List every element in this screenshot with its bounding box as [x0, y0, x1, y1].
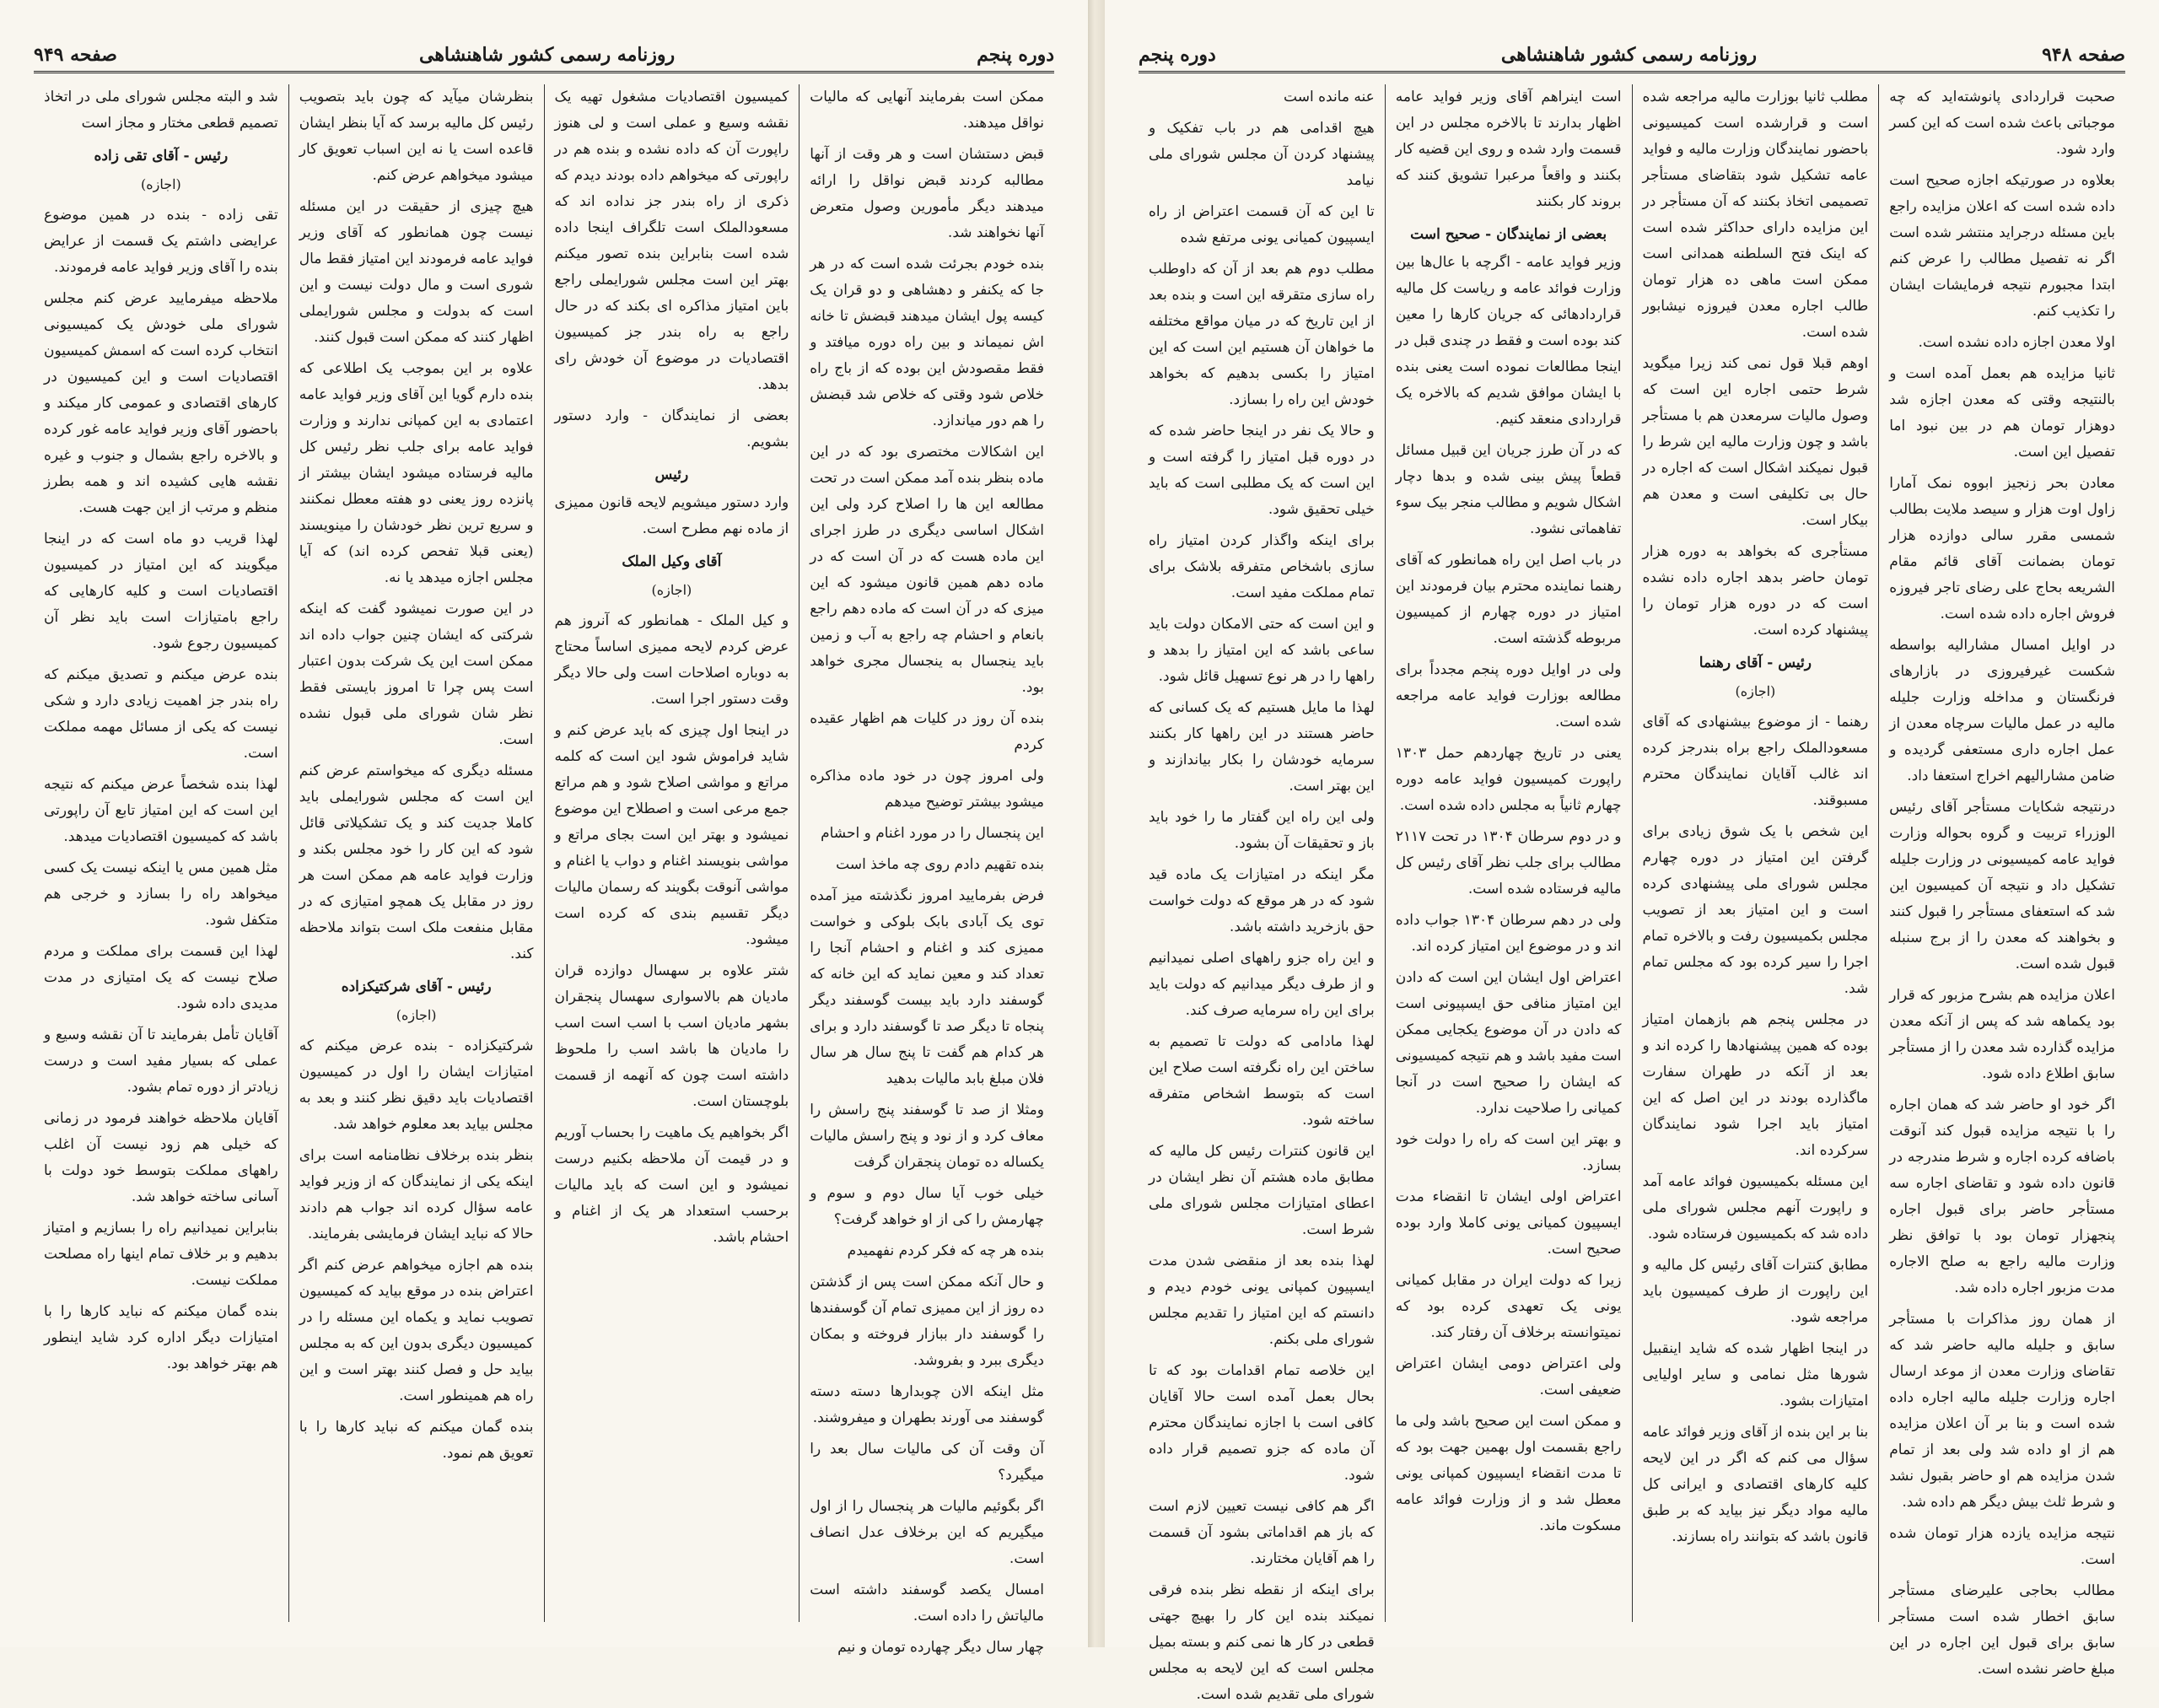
paragraph: و این راه جزو راههای اصلی نمیدانیم و از طرف دیگر میدانیم که دولت باید برای این راه سرمایه صرف کند. [1149, 950, 1375, 1019]
paragraph: هیچ اقدامی هم در باب تفکیک و پیشنهاد کردن آن مجلس شورای ملی نیامد [1149, 120, 1375, 189]
paragraph: چهار سال دیگر چهارده تومان و نیم [837, 1639, 1044, 1656]
paragraph: در این صورت نمیشود گفت که اینکه شرکتی که ایشان چنین جواب داده اند ممکن است این یک شرکت بدون اعتبار است پس چرا تا امروز بایستی فقط نظر شان شورای ملی قبول نشده است. [299, 601, 534, 748]
paragraph: درنتیجه شکایات مستأجر آقای رئیس الوزراء تربیت و گروه بحواله وزارت فواید عامه کمیسیونی در وزارت جلیله تشکیل داد و نتیجه آن کمیسیون این شد که استعفای مستأجر را قبول کنند و بخواهند که معدن را از برج سنبله قبول شده است. [1889, 799, 2115, 973]
paragraph: مثل اینکه الان چوبدارها دسته دسته گوسفند می آورند بطهران و میفروشند. [810, 1383, 1044, 1426]
paragraph: ولی اعتراض دومی ایشان اعتراض ضعیفی است. [1395, 1355, 1622, 1398]
paragraph: بنظرشان میآید که چون باید بتصویب رئیس کل مالیه برسد که آیا بنظر ایشان قاعده است یا نه این اسباب تعویق کار میشود میخواهم عرض کنم. [299, 89, 534, 184]
paragraph: در اوایل امسال مشارالیه بواسطه شکست غیرفیروزی در بازارهای فرنگستان و مداخله وزارت جلیله مالیه در عمل مالیات سرچاه معدن از عمل اجاره داری مستعفی گردیده و ضامن مشارالیهم اخراج استعفا داد. [1889, 637, 2115, 784]
paragraph: و حال آنکه ممکن است پس از گذشتن ده روز از این ممیزی تمام آن گوسفندها را گوسفند دار ببازار فروخته و بمکان دیگری ببرد و بفروشد. [810, 1274, 1044, 1369]
page-number: صفحه ۹۴۸ [2042, 44, 2125, 66]
newspaper-title: روزنامه رسمی کشور شاهنشاهی [1500, 44, 1758, 66]
paragraph: بنا بر این بنده از آقای وزیر فوائد عامه سؤال می کنم که اگر در این لایحه کلیه کارهای اقتصادی و ایرانی کل مالیه مواد دیگر نیز بیاید که بر طبق قانون باشد که بتوانند راه بسازند. [1642, 1424, 1869, 1545]
paragraph: این شخص با یک شوق زیادی برای گرفتن این امتیاز در دوره چهارم مجلس شورای ملی پیشنهادی کرده است و این امتیاز بعد از تصویب مجلس بکمیسیون رفت و بالاخره تمام اجرا را سیر کرده بود که مجلس تمام شد. [1642, 823, 1869, 997]
issue-label: دوره پنجم [1139, 44, 1216, 66]
paragraph: این خلاصه تمام اقدامات بود که تا بحال بعمل آمده است حالا آقایان کافی است با اجازه نمایندگان محترم آن ماده که جزو تصمیم قرار داده شود. [1149, 1362, 1375, 1484]
page-gutter [1088, 0, 1105, 1647]
paragraph: یعنی در تاریخ چهاردهم حمل ۱۳۰۳ راپورت کمیسیون فواید عامه دوره چهارم ثانیاً به مجلس داده شده است. [1395, 745, 1622, 814]
text-column [1385, 84, 1632, 1622]
paragraph: بنده هر چه که فکر کردم نفهمیدم [847, 1242, 1044, 1259]
speaker-heading: رئیس - آقای شرکتیکزاده [341, 978, 492, 995]
paragraph: رهنما - از موضوع بیشنهادی که آقای مسعودالملک راجع براه بندرجز کرده اند غالب آقایان نمایندگان محترم مسبوقند. [1642, 714, 1869, 809]
paragraph: کمیسیون اقتصادیات مشغول تهیه یک نقشه وسیع و عملی است و لی هنوز راپورت آن که داده نشده و بنده هم در راپورتی که میخواهم داده بودند دیدم که ذکری از راه بندر جز نداده اند که مسعودالملک است تلگراف اینجا داده شده است بنابراین بنده تصور میکنم بهتر این است مجلس شورایملی راجع باین امتیاز مذاکره ای بکند که در حال راجع به راه بندر جز کمیسیون اقتصادیات در موضوع آن خودش رای بدهد. [554, 89, 789, 393]
paragraph: این مسئله بکمیسیون فوائد عامه آمد و راپورت آنهم مجلس شورای ملی داده شد که بکمیسیون فرستاده شود. [1642, 1173, 1869, 1242]
paragraph: بنظر بنده برخلاف نظامنامه است برای اینکه یکی از نمایندگان که از وزیر فواید عامه سؤال کرده اند جواب هم دادند حالا که نباید ایشان فرمایشی بفرمایند. [299, 1147, 534, 1242]
paragraph: مطابق کنترات آقای رئیس کل مالیه و این راپورت از طرف کمیسیون باید مراجعه شود. [1642, 1257, 1869, 1326]
text-column [34, 84, 288, 1622]
paragraph: بنده آن روز در کلیات هم اظهار عقیده کردم [810, 710, 1044, 753]
text-column [1139, 84, 1385, 1703]
paragraph: اگر هم کافی نیست تعیین لازم است که باز هم اقداماتی بشود آن قسمت را هم آقایان مختارند. [1149, 1498, 1375, 1567]
paragraph: اگر بخواهیم یک ماهیت را بحساب آوریم و در قیمت آن ملاحظه بکنیم درست نمیشود و این است که باید مالیات برحسب استعداد هر یک از اغنام و احشام باشد. [554, 1124, 789, 1246]
paragraph: این اشکالات مختصری بود که در این ماده بنظر بنده آمد ممکن است در تحت مطالعه این ها را اصلاح کرد ولی این اشکال اساسی دیگری در طرز اجرای این ماده هست که در آن است که در ماده دهم همین قانون میشود که این میزی که در آن است که ماده دهم راجع بانعام و احشام چه راجع به آب و زمین باید ینجسال به ینجسال مجری خواهد بود. [810, 444, 1044, 696]
paragraph: لهذا این قسمت برای مملکت و مردم صلاح نیست که یک امتیازی در مدت مدیدی داده شود. [44, 943, 278, 1012]
paragraph: لهذا مادامی که دولت تا تصمیم به ساختن این راه نگرفته است صلاح این است که بتوسط اشخاص متفرقه ساخته شود. [1149, 1033, 1375, 1129]
paragraph: اولا معدن اجازه داده نشده است. [1918, 334, 2115, 351]
paragraph: وزیر فواید عامه - اگرچه با عال‌ها بین وزارت فوائد عامه و ریاست کل مالیه قراردادهائی که جریان کارها را معین کند بوده است و فقط در چندی قبل در اینجا مطالعات نموده است یعنی بنده با ایشان موافق شدیم که بالاخره یک قراردادی منعقد کنیم. [1395, 254, 1622, 428]
paragraph: خیلی خوب آیا سال دوم و سوم و چهارمش را کی از او خواهد گرفت؟ [810, 1185, 1044, 1228]
paragraph: ولی در اوایل دوره پنجم مجدداً برای مطالعه بوزارت فواید عامه مراجعه شده است. [1395, 661, 1622, 730]
paragraph: بنده خودم بجرئت شده است که در هر جا که یکنفر و دهشاهی و دو قران یک کیسه پول ایشان میدهند قبضش تا خانه اش نمیماند و بین راه دوره میافتد و فقط مقصودش این بوده که از باج راه خلاص شود وقتی که خلاص شد قبضش را هم دور میاندازد. [810, 256, 1044, 429]
paragraph: اعلان مزایده هم بشرح مزبور که قرار بود یکماهه شد که پس از آنکه معدن مزایده گذارده شد معدن را از مستأجر سابق اطلاع داده شود. [1889, 987, 2115, 1082]
paragraph: آقایان ملاحظه خواهند فرمود در زمانی که خیلی هم زود نیست آن اغلب راههای مملکت بتوسط خود دولت با آسانی ساخته خواهد شد. [44, 1110, 278, 1205]
paragraph: اعتراض اول ایشان این است که دادن این امتیاز منافی حق ایسپیونی است که دادن در آن موضوع یکجایی ممکن است مفید باشد و هم نتیجه کمیسیونی که ایشان را صحیح است در آنجا کمیانی را صلاحیت ندارد. [1395, 969, 1622, 1117]
paragraph: و ممکن است این صحیح باشد ولی ما راجع بقسمت اول بهمین جهت بود که تا مدت انقضاء ایسپیون کمپانی یونی معطل شد و از وزارت فوائد عامه مسکوت ماند. [1395, 1413, 1622, 1534]
paragraph: ولی امروز چون در خود ماده مذاکره میشود بیشتر توضیح میدهم [810, 768, 1044, 811]
text-column [1878, 84, 2125, 1678]
paragraph: علاوه بر این بموجب یک اطلاعی که بنده دارم گویا این آقای وزیر فواید عامه اعتمادی به این کمپانی ندارند و وزارت فواید عامه برای جلب نظر رئیس کل مالیه فرستاده میشود ایشان بیشتر از پانزده روز یعنی دو هفته معطل نمکنند و سریع ترین نظر خودشان را مینویسند (یعنی قبلا تفحص کرده اند) که آیا مجلس اجازه میدهد یا نه. [299, 360, 534, 586]
paragraph: معادن بحر زنجیز ابووه نمک آمارا زاول اوت هزار و سیصد ملایت بطالب شمسی مقرر سالی دوازده هزار تومان بضمانت آقای قائم مقام الشریعه بحاج علی رضای تاجر فیروزه فروش اجاره داده شده است. [1889, 475, 2115, 622]
paragraph: مطالب بحاجی علیرضای مستأجر سابق اخطار شده است مستأجر سابق برای قبول این اجاره در این مبلغ حاضر نشده است. [1889, 1582, 2115, 1678]
newspaper-title: روزنامه رسمی کشور شاهنشاهی [418, 44, 676, 66]
paragraph: مسئله دیگری که میخواستم عرض کنم این است که مجلس شورایملی باید کاملا جدیت کند و یک تشکیلاتی قائل شود که این کار را خود مجلس بکند و وزارت فواید عامه هم ممکن است هر روز در مقابل یک همچو امتیازی که در مقابل منفعت ملک است بتواند ملاحظه کند. [299, 762, 534, 962]
paragraph: برای اینکه از نقطه نظر بنده فرقی نمیکند بنده این کار را بهیچ جهتی قطعی در کار ها نمی کنم و بسته بمیل مجلس است که این لایحه به مجلس شورای ملی تقدیم شده است. [1149, 1581, 1375, 1703]
speaker-heading: آقای وکیل الملک [622, 553, 722, 570]
paragraph: لهذا بنده شخصاً عرض میکنم که نتیجه این است که این امتیاز تابع آن راپورتی باشد که کمیسیون اقتصادیات میدهد. [44, 776, 278, 845]
right-page [1105, 0, 2159, 1703]
paragraph: ملاحظه میفرمایید عرض کنم مجلس شورای ملی خودش یک کمیسیونی انتخاب کرده است که اسمش کمیسیون اقتصادیات است و این کمیسیون در کارهای اقتصادی و عمومی کار میکند و باحضور آقای وزیر فواید عامه غور کرده و بالاخره راجع بشمال و جنوب و غیره نقشه هایی کشیده اند و همه بطرز منظم و مرتب از این جهت هست. [44, 290, 278, 516]
paragraph: اعتراض اولی ایشان تا انقضاء مدت ایسپیون کمیانی یونی کاملا وارد بوده صحیح است. [1395, 1188, 1622, 1258]
paragraph: مثل همین مس یا اینکه نیست یک کسی میخواهد راه را بسازد و خرجی هم متکفل شود. [44, 859, 278, 929]
left-page-header [34, 25, 1054, 73]
paragraph: بنده هم اجازه میخواهم عرض کنم اگر اعتراض بنده در موقع بیاید که کمیسیون تصویب نماید و یکماه این مسئله را در کمیسیون دیگری بدون این که به مجلس بیاید حل و فصل کنند بهتر است و این راه هم همینطور است. [299, 1257, 534, 1404]
left-page [0, 0, 1088, 1656]
paragraph: ممکن است بفرمایند آنهایی که مالیات نواقل میدهند. [810, 89, 1044, 132]
paragraph: بنابراین نمیدانیم راه را بسازیم و امتیاز بدهیم و بر خلاف تمام اینها راه مصلحت مملکت نیست. [44, 1220, 278, 1289]
paragraph: امسال یکصد گوسفند داشته است مالیاتش را داده است. [810, 1581, 1044, 1624]
speaker-note: (اجازه) [651, 582, 692, 598]
paragraph: لهذا بنده بعد از منقضی شدن مدت ایسپیون کمپانی یونی خودم دیدم و دانستم که این امتیاز را تقدیم مجلس شورای ملی بکنم. [1149, 1253, 1375, 1348]
right-page-header [1139, 25, 2125, 73]
paragraph: از همان روز مذاکرات با مستأجر سابق و جلیله مالیه حاضر شد که تقاضای وزارت معدن از موعد ارسال اجاره وزارت جلیله مالیه اجاره داده شده است و بنا بر آن اعلان مزایده هم از او داده شد ولی بعد از تمام شدن مزایده هم او حاضر بقبول نشد و شرط ثلث بیش دیگر هم داده شد. [1889, 1311, 2115, 1511]
paragraph: در اینجا اول چیزی که باید عرض کنم و شاید فراموش شود این است که کلمه مراتع و مواشی اصلاح شود و هم مراتع جمع مرعی است و اصطلاح این موضوع نمیشود و بهتر این است بجای مراتع و مواشی بنویسند اغنام و دواب یا اغنام و مواشی آنوقت بگویند که رسمان مالیات دیگر تقسیم بندی که کرده است میشود. [554, 722, 789, 948]
paragraph: بنده تقهیم دادم روی چه ماخذ است [836, 856, 1044, 873]
paragraph: آقایان تأمل بفرمایند تا آن نقشه وسیع و عملی که بسیار مفید است و درست زیادتر از دوره تمام بشود. [44, 1026, 278, 1096]
paragraph: و بهتر این است که راه را دولت خود بسازد. [1395, 1131, 1622, 1174]
right-page-columns [1139, 84, 2125, 1703]
paragraph: وارد دستور میشویم لایحه قانون ممیزی از ماده نهم مطرح است. [554, 494, 789, 537]
speaker-heading: رئیس [654, 466, 689, 483]
paragraph: و حالا یک نفر در اینجا حاضر شده که در دوره قبل امتیاز را گرفته است و این است که یک مطلبی است که باید خیلی تحقیق شود. [1149, 423, 1375, 518]
paragraph: بعضی از نمایندگان - وارد دستور بشویم. [554, 407, 789, 450]
paragraph: صحبت قراردادی پانوشته‌اید که چه موجباتی باعث شده است که این کسر وارد شود. [1889, 89, 2115, 158]
paragraph: اوهم قبلا قول نمی کند زیرا میگوید شرط حتمی اجاره این است که وصول مالیات سرمعدن هم با مستأجر باشد و چون وزارت مالیه این شرط را قبول نمیکند اشکال است که اجاره در حال بی تکلیفی است و معدن هم بیکار است. [1642, 355, 1869, 529]
paragraph: این قانون کنترات رئیس کل مالیه که مطابق ماده هشتم آن نظر ایشان در اعطای امتیازات مجلس شورای ملی شرط است. [1149, 1143, 1375, 1238]
text-column [288, 84, 544, 1622]
paragraph: شد و البته مجلس شورای ملی در اتخاذ تصمیم قطعی مختار و مجاز است [44, 89, 278, 132]
paragraph: زیرا که دولت ایران در مقابل کمیانی یونی یک تعهدی کرده بود که نمیتوانسته برخلاف آن رفتار کند. [1395, 1272, 1622, 1341]
speaker-note: (اجازه) [396, 1007, 437, 1023]
paragraph: لهذا ما مایل هستیم که یک کسانی که حاضر هستند در این راهها کار بکنند سرمایه خودشان را بکار بیاندازند و این بهتر است. [1149, 699, 1375, 795]
paragraph: تا این که آن قسمت اعتراض از راه ایسپیون کمیانی یونی مرتفع شده [1149, 203, 1375, 246]
page-number: صفحه ۹۴۹ [34, 44, 117, 66]
paragraph: هیچ چیزی از حقیقت در این مسئله نیست چون همانطور که آقای وزیر فواید عامه فرمودند این امتیاز فقط مال شوری است و مال دولت نیست و این است که بدولت و مجلس شورایملی اظهار کنند که ممکن است قبول کنند. [299, 198, 534, 346]
text-column [799, 84, 1054, 1656]
paragraph: این پنجسال را در مورد اغنام و احشام [821, 825, 1044, 842]
left-page-columns [34, 84, 1054, 1656]
paragraph: ثانیا مزایده هم بعمل آمده است و بالنتیجه وقتی که معدن اجازه شد دوهزار تومان هم در بین نبود اما تفصیل این است. [1889, 365, 2115, 461]
speaker-note: (اجازه) [140, 176, 181, 192]
paragraph: در باب اصل این راه همانطور که آقای رهنما نماینده محترم بیان فرمودند این امتیاز در دوره چهارم از کمیسیون مربوطه گذشته است. [1395, 552, 1622, 647]
paragraph: نتیجه مزایده یازده هزار تومان شده است. [1889, 1525, 2115, 1568]
paragraph: بنده گمان میکنم که نباید کارها را با امتیازات دیگر اداره کرد شاید اینطور هم بهتر خواهد بود. [44, 1303, 278, 1372]
paragraph: که در آن طرز جریان این قبیل مسائل قطعاً پیش بینی شده و بدها دچار اشکال شویم و مطالب منجر بیک سوء تفاهماتی نشود. [1395, 442, 1622, 537]
paragraph: مگر اینکه در امتیازات یک ماده قید شود که در هر موقع که دولت خواست حق بازخرید داشته باشد. [1149, 866, 1375, 935]
paragraph: در مجلس پنجم هم بازهمان امتیاز بوده که همین پیشنهادها را کرده اند و بعد از آنکه در طهران سفارت ماگذارده بودند در این اصل که این امتیاز باید اجرا شود نمایندگان سرکرده اند. [1642, 1011, 1869, 1159]
paragraph: اگر بگوئیم مالیات هر پنجسال را از اول میگیریم که این برخلاف عدل انصاف است. [810, 1498, 1044, 1567]
paragraph: ولی در دهم سرطان ۱۳۰۴ جواب داده اند و در موضوع این امتیاز کرده اند. [1395, 912, 1622, 955]
text-column [544, 84, 800, 1622]
paragraph: آن وقت آن کی مالیات سال بعد را میگیرد؟ [810, 1441, 1044, 1484]
text-column [1632, 84, 1879, 1622]
paragraph: و کیل الملک - همانطور که آنروز هم عرض کردم لایحه ممیزی اساساً محتاج به دوباره اصلاحات است ولی حالا دیگر وقت دستور اجرا است. [554, 612, 789, 708]
paragraph: مطلب ثانیا بوزارت مالیه مراجعه شده است و قرارشده است کمیسیونی باحضور نمایندگان وزارت مالیه و فواید عامه تشکیل شود بتقاضای مستأجر تصمیمی اتخاذ بکنند که آن مستأجر در این مزایده دارای حداکثر شده است که اینک فتح السلطنه همدانی است ممکن است ماهی ده هزار تومان طالب اجاره معدن فیروزه نیشابور شده است. [1642, 89, 1869, 341]
paragraph: مستأجری که بخواهد به دوره هزار تومان حاضر بدهد اجاره داده نشده است که در دوره هزار تومان را پیشنهاد کرده است. [1642, 543, 1869, 638]
paragraph: شرکتیکزاده - بنده عرض میکنم که امتیازات ایشان را اول در کمیسیون اقتصادیات باید دقیق نظر کنند و بعد به مجلس بیاید بعد معلوم خواهد شد. [299, 1037, 534, 1133]
paragraph: مطلب دوم هم بعد از آن که داوطلب راه سازی متقرقه این است و بنده بعد از این تاریخ که در میان مواقع مختلفه ما خواهان آن هستیم این است که این امتیاز را بکسی بدهیم که بخواهد خودش این راه را بسازد. [1149, 261, 1375, 408]
paragraph: و در دوم سرطان ۱۳۰۴ در تحت ۲۱۱۷ مطالب برای جلب نظر آقای رئیس کل مالیه فرستاده شده است. [1395, 828, 1622, 897]
paragraph: عنه مانده است [1284, 89, 1375, 105]
speaker-note: (اجازه) [1735, 683, 1776, 699]
paragraph: شتر علاوه بر سهسال دوازده قران مادیان هم بالاسواری سهسال پنجقران بشهر مادیان اسب با اسب است اسب را مادیان ها باشد اسب را ملحوظ داشته است چون که آنهمه از قسمت بلوچستان است. [554, 962, 789, 1110]
speaker-heading: بعضی از نمایندگان - صحیح است [1410, 226, 1607, 243]
speaker-heading: رئیس - آقای تقی زاده [94, 148, 229, 164]
paragraph: ومثلا از صد تا گوسفند پنج راسش را معاف کرد و از نود و پنج راسش مالیات یکساله ده تومان پنجقران گرفت [810, 1102, 1044, 1171]
paragraph: قبض دستشان است و هر وقت از آنها مطالبه کردند قبض نواقل را ارائه میدهند دیگر مأمورین وصول متعرض آنها نخواهند شد. [810, 146, 1044, 241]
paragraph: بنده عرض میکنم و تصدیق میکنم که راه بندر جز اهمیت زیادی دارد و شکی نیست که یکی از مسائل مهمه مملکت است. [44, 666, 278, 762]
paragraph: بعلاوه در صورتیکه اجازه صحیح است داده شده است که اعلان مزایده راجع باین مسئله درجراید منتشر شده است اگر نه تفصیل مطالب را عرض کنم ابتدا مجبورم نتیجه فرمایشات ایشان را تکذیب کنم. [1889, 172, 2115, 320]
paragraph: تقی زاده - بنده در همین موضوع عرایضی داشتم یک قسمت از عرایض بنده را آقای وزیر فواید عامه فرمودند. [44, 207, 278, 276]
paragraph: لهذا قریب دو ماه است که در اینجا میگویند که این امتیاز در کمیسیون اقتصادیات است و کلیه کارهایی که راجع بامتیازات است باید نظر آن کمیسیون رجوع شود. [44, 531, 278, 652]
paragraph: در اینجا اظهار شده که شاید اینقبیل شورها مثل نمامی و سایر اولیایی امتیازات بشود. [1642, 1340, 1869, 1409]
paragraph: بنده گمان میکنم که نباید کارها را با تعویق هم نمود. [299, 1419, 534, 1462]
paragraph: فرض بفرمایید امروز نگذشته میز آمده توی یک آبادی بابک بلوکی و خواست ممیزی کند و اغنام و احشام آنجا را تعداد کند و معین نماید که این خانه که گوسفند دارد باید بیست گوسفند دیگر پنجاه تا دیگر صد تا گوسفند دارد و برای هر کدام هم گفت تا پنج سال هر سال فلان مبلغ بابد مالیات بدهید [810, 887, 1044, 1087]
paragraph: اگر خود او حاضر شد که همان اجاره را با نتیجه مزایده قبول کند آنوقت باضافه کرده اجاره و شرط مندرجه در قانون داده شود و تقاضای اجاره سه مستأجر حاضر برای قبول اجاره پنجهزار تومان بود با توافق نظر وزارت مالیه راجع به صلح الاجاره مدت مزبور اجاره داده شد. [1889, 1096, 2115, 1296]
speaker-heading: رئیس - آقای رهنما [1699, 655, 1812, 671]
paragraph: ولی این راه این گفتار ما را خود باید باز و تحقیقات آن بشود. [1149, 809, 1375, 852]
paragraph: برای اینکه واگذار کردن امتیاز راه سازی باشخاص متفرقه بلاشک برای تمام مملکت مفید است. [1149, 532, 1375, 601]
issue-label: دوره پنجم [977, 44, 1054, 66]
paragraph: و این است که حتی الامکان دولت باید ساعی باشد که این امتیاز را بدهد و راهها را در هر نوع تسهیل قائل شود. [1149, 616, 1375, 685]
paragraph: است اینراهم آقای وزیر فواید عامه اظهار بدارند تا بالاخره مجلس در این قسمت وارد شده و روی این قضیه کار بکنند و واقعاً مرعبرا تشویق کنند که بروند کار بکنند [1395, 89, 1622, 210]
